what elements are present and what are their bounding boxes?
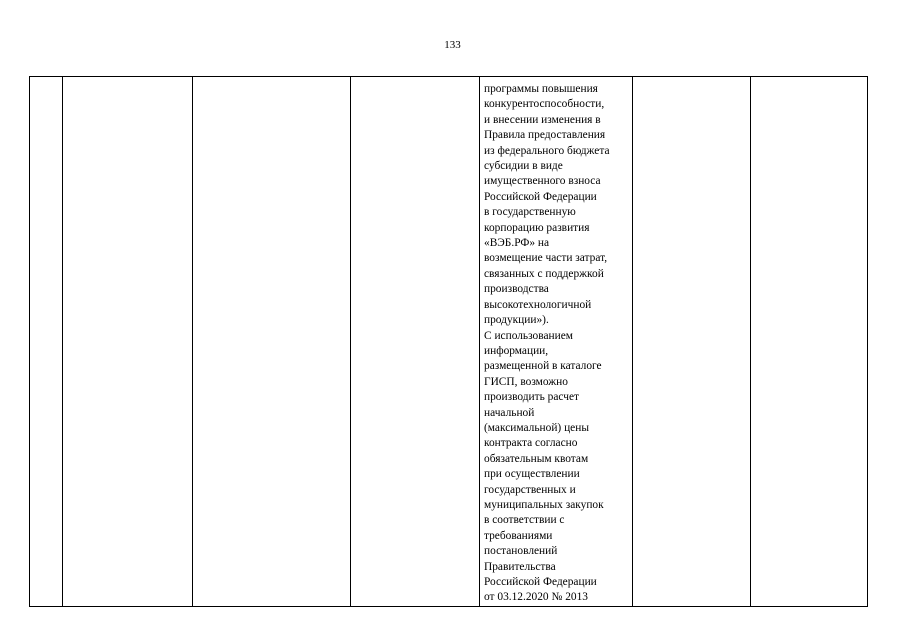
cell-text [480, 77, 632, 606]
table-cell-2 [63, 77, 193, 607]
cell-text-line: требованиями [484, 529, 553, 542]
cell-text-line: Правила предоставления [484, 129, 606, 142]
table-cell-6 [633, 77, 751, 607]
cell-text-line: ГИСП, возможно [484, 375, 568, 388]
cell-text-line: начальной [484, 406, 535, 419]
page-number: 133 [444, 39, 461, 51]
cell-text-line: связанных с поддержкой [484, 267, 604, 280]
cell-text-line: информации, [484, 344, 549, 357]
cell-text-line: при осуществлении [484, 468, 580, 481]
cell-text-line: возмещение части затрат, [484, 252, 608, 265]
cell-text-line: в соответствии с [484, 514, 565, 527]
cell-text-line: в государственную [484, 206, 576, 219]
cell-text-line: контракта согласно [484, 437, 578, 450]
table-cell-4 [351, 77, 480, 607]
cell-text-line: из федерального бюджета [484, 144, 610, 157]
cell-text-line: Российской Федерации [484, 190, 597, 203]
cell-text-line: продукции»). [484, 314, 549, 327]
cell-text-line: постановлений [484, 545, 558, 558]
cell-text-line: высокотехнологичной [484, 298, 592, 311]
cell-text-line: Правительства [484, 560, 556, 573]
cell-text-line: программы повышения [484, 83, 598, 95]
cell-text-line: производить расчет [484, 391, 580, 404]
cell-text-line: производства [484, 283, 549, 296]
cell-text-line: имущественного взноса [484, 175, 601, 188]
cell-text-line: от 03.12.2020 № 2013 [484, 591, 588, 604]
cell-text-line: конкурентоспособности, [484, 98, 605, 111]
table-cell-number [30, 77, 63, 607]
cell-text-line: (максимальной) цены [484, 421, 589, 434]
cell-text-line: субсидии в виде [484, 160, 563, 173]
cell-text-line: Российской Федерации [484, 576, 597, 588]
cell-text-line: размещенной в каталоге [484, 360, 602, 373]
table-cell-7 [751, 77, 868, 607]
table-cell-description [480, 77, 633, 607]
cell-text-line: муниципальных закупок [484, 498, 604, 511]
cell-text-line: и внесении изменения в [484, 113, 601, 126]
table-cell-3 [193, 77, 351, 607]
cell-text-line: государственных и [484, 483, 576, 496]
cell-text-line: корпорацию развития [484, 221, 590, 234]
cell-text-line: С использованием [484, 329, 573, 342]
cell-text-line: обязательным квотам [484, 452, 589, 465]
cell-text-line: «ВЭБ.РФ» на [484, 237, 550, 250]
document-table [29, 76, 868, 607]
table-row [30, 77, 868, 607]
